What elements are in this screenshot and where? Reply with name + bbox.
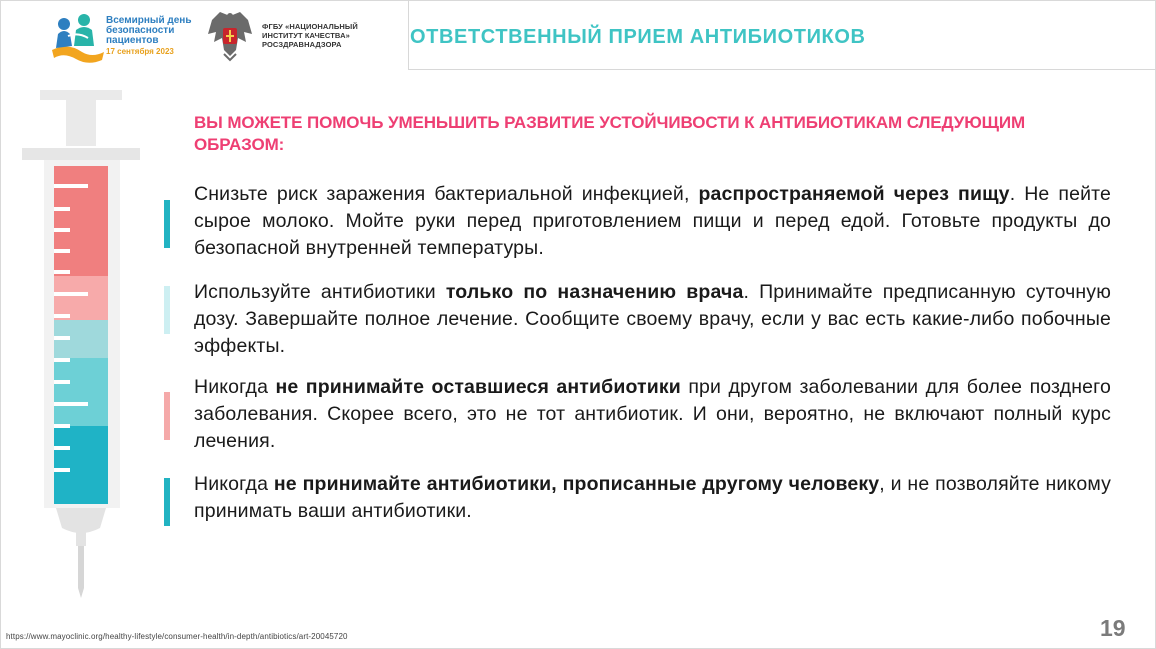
wpsd-line1: Всемирный день — [106, 15, 192, 26]
page-title: ОТВЕТСТВЕННЫЙ ПРИЕМ АНТИБИОТИКОВ — [410, 26, 866, 48]
wpsd-date: 17 сентября 2023 — [106, 47, 174, 56]
patient-safety-day-logo — [48, 12, 108, 64]
agency-line2: ИНСТИТУТ КАЧЕСТВА» — [262, 31, 350, 40]
accent-bar-light-teal — [164, 286, 170, 334]
accent-bar-pink — [164, 392, 170, 440]
tip-paragraph-1: Снизьте риск заражения бактериальной инфекцией, распространяемой через пищу. Не пейте сырое молоко. Мойте руки перед приготовлением пищи и перед едой. Готовьте продукты до безопасной внутренней температуры. — [194, 183, 1111, 259]
header — [0, 0, 1156, 70]
agency-line3: РОСЗДРАВНАДЗОРА — [262, 40, 342, 49]
wpsd-line2: безопасности — [106, 25, 175, 36]
accent-bar-teal — [164, 200, 170, 248]
agency-name — [262, 22, 402, 49]
agency-line1: ФГБУ «НАЦИОНАЛЬНЫЙ — [262, 22, 358, 31]
tip-paragraph-3: Никогда не принимайте оставшиеся антибиотики при другом заболевании для более позднего заболевания. Скорее всего, это не тот антибиотик. И они, вероятно, не включают полный курс лечения. — [194, 376, 1111, 452]
subtitle: ВЫ МОЖЕТЕ ПОМОЧЬ УМЕНЬШИТЬ РАЗВИТИЕ УСТОЙЧИВОСТИ К АНТИБИОТИКАМ СЛЕДУЮЩИМ ОБРАЗОМ: — [194, 113, 1026, 154]
accent-bar-teal — [164, 478, 170, 526]
header-divider-horizontal — [408, 69, 1156, 70]
patient-safety-day-text — [106, 16, 196, 56]
source-link[interactable]: https://www.mayoclinic.org/healthy-lifestyle/consumer-health/in-depth/antibiotics/art-20045720 — [6, 632, 348, 641]
tip-paragraph-2: Используйте антибиотики только по назначению врача. Принимайте предписанную суточную дозу. Завершайте полное лечение. Сообщите своему врачу, если у вас есть какие-либо побочные эффекты. — [194, 281, 1111, 357]
page-number: 19 — [1100, 615, 1126, 641]
wpsd-line3: пациентов — [106, 35, 159, 46]
roszdravnadzor-emblem — [206, 10, 254, 62]
tip-paragraph-4: Никогда не принимайте антибиотики, прописанные другому человеку, и не позволяйте никому принимать ваши антибиотики. — [194, 473, 1111, 522]
syringe-illustration — [20, 88, 150, 600]
header-divider-vertical — [408, 0, 409, 70]
